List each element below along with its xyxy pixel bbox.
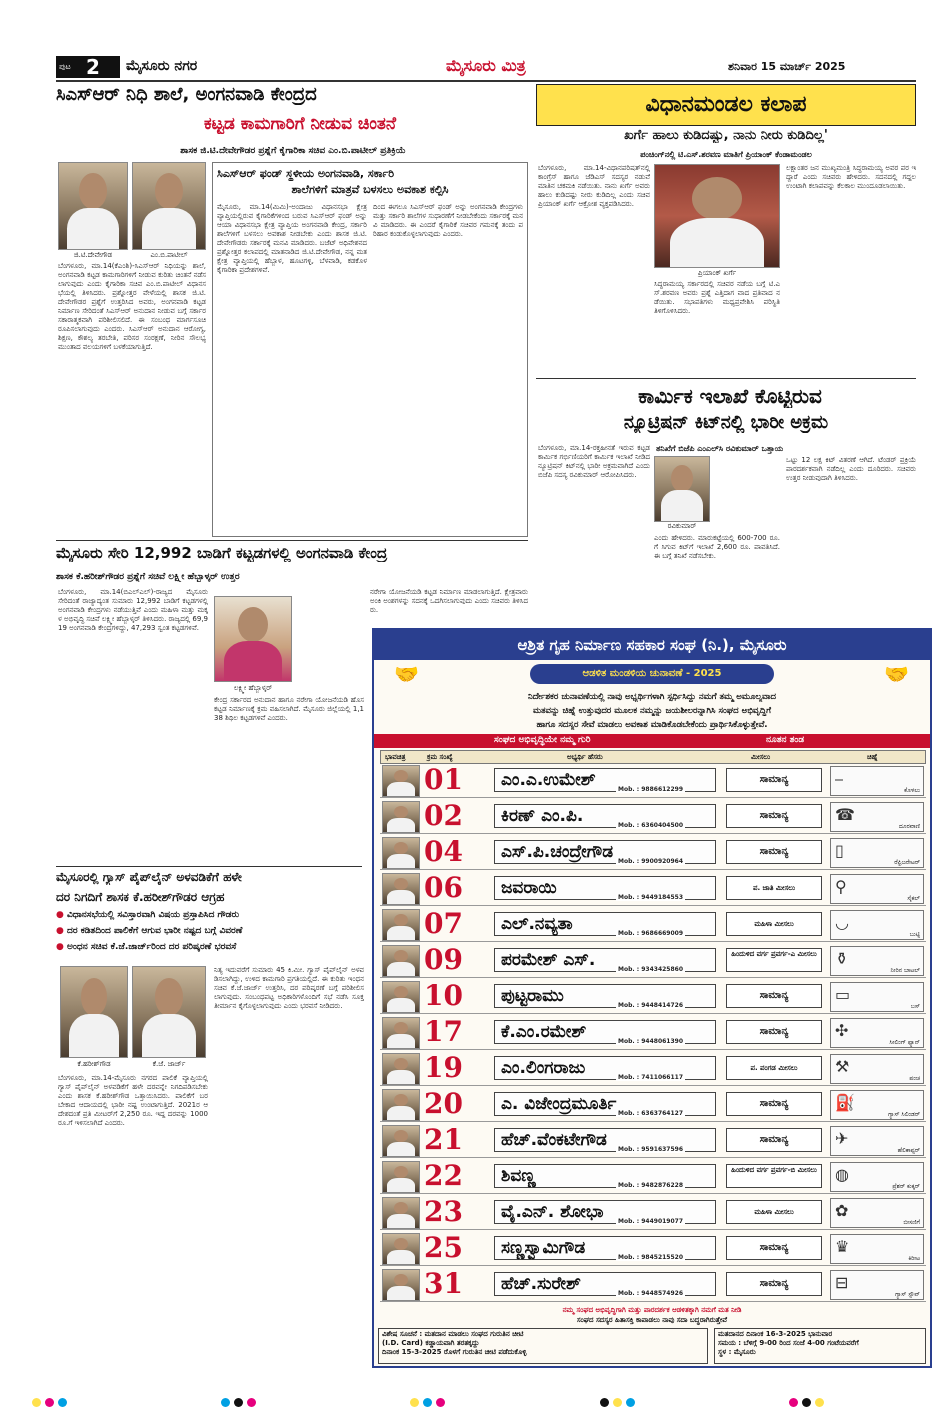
- col-serial: ಕ್ರಮ ಸಂಖ್ಯೆ: [427, 753, 453, 761]
- page-number-box: [56, 56, 120, 78]
- symbol-icon: ⛽: [835, 1093, 855, 1112]
- article1-subhead: ಶಾಸಕ ಜಿ.ಟಿ.ದೇವೇಗೌಡರ ಪ್ರಶ್ನೆಗೆ ಕೈಗಾರಿಕಾ ಸಚಿವ ಎಂ.ಬಿ.ಪಾಟೀಲ್ ಪ್ರತಿಕ್ರಿಯೆ: [180, 146, 406, 156]
- symbol-label: ಬುಟ್ಟಿ: [909, 931, 920, 938]
- masthead: ಮೈಸೂರು ಮಿತ್ರ: [446, 56, 526, 75]
- candidate-mobile: Mob. : 9482876228: [618, 1182, 683, 1189]
- photo-gt-devegowda: [58, 162, 128, 250]
- candidate-row: [380, 1268, 926, 1302]
- candidate-category: ಸಾಮಾನ್ಯ: [726, 768, 822, 792]
- article3-headline-1: ಕಾರ್ಮಿಕ ಇಲಾಖೆ ಕೊಟ್ಟಿರುವ: [638, 384, 822, 408]
- reg-dot: [815, 1398, 824, 1407]
- box-heading-1: ಸಿಎಸ್‌ಆರ್ ಫಂಡ್ ಸ್ಥಳೀಯ ಅಂಗನವಾಡಿ, ಸರ್ಕಾರಿ: [217, 167, 395, 180]
- candidate-row: [380, 1088, 926, 1122]
- candidate-row: [380, 800, 926, 834]
- photo-ravikumar: [654, 456, 710, 522]
- handshake-left-icon: 🤝: [394, 662, 419, 686]
- candidate-mobile: Mob. : 9448061390: [618, 1038, 683, 1045]
- article3-body-col1: ಬೆಂಗಳೂರು, ಮಾ.14-ರಕ್ತಹೀನತೆ ಇರುವ ಕಟ್ಟಡ ಕಾರ್ಮಿಕ ಗರ್ಭಿಣಿಯರಿಗೆ ಕಾರ್ಮಿಕ ಇಲಾಖೆ ನೀಡಿದ ನ್ಯೂಟ್ರಿಷನ್ ಕಿಟ್‌ನಲ್ಲಿ ಭಾರೀ ಅಕ್ರಮವಾಗಿದೆ ಎಂದು ಬಿಜೆಪಿ ಸದಸ್ಯ ರವಿಕುಮಾರ್ ಆರೋಪಿಸಿದರು.: [538, 444, 650, 479]
- article4-body-col3: ನರೇಗಾ ಯೋಜನೆಯಡಿ ಕಟ್ಟಡ ನಿರ್ಮಾಣ ಮಾಡಲಾಗುತ್ತಿದೆ. ಕ್ಷೇತ್ರವಾರು ಅಂಕಿ ಅಂಶಗಳನ್ನು ಸದನಕ್ಕೆ ಒದಗಿಸಲಾಗುವುದು ಎಂದು ಸಚಿವರು ತಿಳಿಸಿದರು.: [370, 588, 528, 614]
- article5-body-col2: ನಿತ್ಯ ಇದುವರೆಗೆ ಸುಮಾರು 45 ಕಿ.ಮೀ. ಗ್ಯಾಸ್ ಪೈಪ್‌ಲೈನ್ ಅಳವಡಿಸಲಾಗಿದ್ದು, ಉಳಿದ ಕಾಮಗಾರಿ ಪ್ರಗತಿಯಲ್ಲಿದೆ. ಈ ಕುರಿತು ಇಂಧನ ಸಚಿವ ಕೆ.ಜೆ.ಜಾರ್ಜ್ ಉತ್ತರಿಸಿ, ದರ ಪರಿಷ್ಕರಣೆ ಬಗ್ಗೆ ಪರಿಶೀಲಿಸಲಾಗುವುದು. ಸಂಬಂಧಪಟ್ಟ ಅಧಿಕಾರಿಗಳೊಂದಿಗೆ ಸಭೆ ನಡೆಸಿ ಸೂಕ್ತ ತೀರ್ಮಾನ ಕೈಗೊಳ್ಳಲಾಗುವುದು ಎಂದು ಭರವಸೆ ನೀಡಿದರು.: [214, 966, 364, 1010]
- symbol-icon: ⊟: [835, 1273, 849, 1292]
- candidate-category: ಸಾಮಾನ್ಯ: [726, 1128, 822, 1152]
- candidate-mobile: Mob. : 9343425860: [618, 966, 683, 973]
- candidate-serial: 06: [424, 871, 463, 904]
- candidate-serial: 21: [424, 1123, 463, 1156]
- candidate-row: [380, 1124, 926, 1158]
- candidate-mobile: Mob. : 9900920964: [618, 858, 683, 865]
- ad-footer-2: ಸಂಘದ ಸದಸ್ಯರ ಹಿತಾಸಕ್ತಿ ಕಾಪಾಡಲು ನಾವು ಸದಾ ಬದ್ಧರಾಗಿರುತ್ತೇವೆ: [576, 1316, 728, 1324]
- article2-subhead: ಪಂಚಿಂಗ್‌ನಲ್ಲಿ ಟಿ.ಎಸ್.ಶರವಣ ಮಾತಿಗೆ ಪ್ರಿಯಾಂಕ್ ಕೆಂಡಾಮಂಡಲ: [640, 150, 812, 159]
- col-photo: ಭಾವಚಿತ್ರ: [385, 753, 406, 761]
- candidate-mobile: Mob. : 9845215520: [618, 1254, 683, 1261]
- article3-body-col3: ಒಟ್ಟು 12 ಲಕ್ಷ ಕಿಟ್ ವಿತರಣೆ ಆಗಿದೆ. ಟೆಂಡರ್ ಪ್ರಕ್ರಿಯೆ ಪಾರದರ್ಶಕವಾಗಿ ನಡೆದಿಲ್ಲ ಎಂದು ದೂರಿದರು. ಸಚಿವರು ಉತ್ತರ ನೀಡುವುದಾಗಿ ತಿಳಿಸಿದರು.: [786, 456, 916, 482]
- candidate-photo: [382, 1197, 420, 1229]
- candidate-serial: 07: [424, 907, 463, 940]
- article5-body-col1: ಬೆಂಗಳೂರು, ಮಾ.14-ಮೈಸೂರು ನಗರದ ಪಾಲಿಕೆ ವ್ಯಾಪ್ತಿಯಲ್ಲಿ ಗ್ಯಾಸ್ ಪೈಪ್‌ಲೈನ್ ಅಳವಡಿಕೆಗೆ ಹಳೇ ದರವನ್ನೇ ನಿಗದಿಪಡಿಸಬೇಕು ಎಂದು ಶಾಸಕ ಕೆ.ಹರೀಶ್‌ಗೌಡ ಒತ್ತಾಯಿಸಿದರು. ಪಾಲಿಕೆಗೆ ಬರಬೇಕಾದ ಆದಾಯದಲ್ಲಿ ಭಾರೀ ನಷ್ಟ ಉಂಟಾಗುತ್ತಿದೆ. 2021ರ ಆದೇಶದಂತೆ ಪ್ರತಿ ಮೀಟರ್‌ಗೆ 2,250 ರೂ. ಇದ್ದ ದರವನ್ನು 1000 ರೂ.ಗೆ ಇಳಿಸಲಾಗಿದೆ ಎಂದರು.: [58, 1074, 208, 1127]
- header-rule: [56, 80, 916, 82]
- col-category: ಮೀಸಲು: [751, 753, 771, 761]
- article2-body-col2: ಸಿದ್ಧರಾಮಯ್ಯ ಸರ್ಕಾರದಲ್ಲಿ ಸಚಿವರ ನಡೆಯ ಬಗ್ಗೆ ಟಿ.ಎಸ್.ಶರವಣ ಅವರು ಪ್ರಶ್ನೆ ಎತ್ತಿದಾಗ ವಾದ ಪ್ರತಿವಾದ ನಡೆಯಿತು. ಸಭಾಪತಿಗಳು ಮಧ್ಯಪ್ರವೇಶಿಸಿ ಪರಿಸ್ಥಿತಿ ತಿಳಿಗೊಳಿಸಿದರು.: [654, 280, 780, 315]
- candidate-photo: [382, 909, 420, 941]
- candidate-row: [380, 836, 926, 870]
- candidate-category: ಸಾಮಾನ್ಯ: [726, 1236, 822, 1260]
- candidate-name: ಎ. ವಿಜೇಂದ್ರಮೂರ್ತಿ: [494, 1092, 716, 1116]
- ad-title-bar: [374, 630, 930, 660]
- candidate-category: ಪ. ಜಾತಿ ಮೀಸಲು: [726, 876, 822, 900]
- candidate-photo: [382, 1233, 420, 1265]
- notice-left-3: ದಿನಾಂಕ 15-3-2025 ರೊಳಗೆ ಗುರುತಿನ ಚೀಟಿ ಪಡೆದುಕೊಳ್ಳಿ: [382, 1348, 527, 1356]
- symbol-label: ಸೀಲಿಂಗ್ ಫ್ಯಾನ್: [889, 1039, 920, 1046]
- article3-body-col2: ಎಂದು ಹೇಳಿದರು. ಮಾರುಕಟ್ಟೆಯಲ್ಲಿ 600-700 ರೂ.ಗೆ ಸಿಗುವ ಕಿಟ್‌ಗೆ ಇಲಾಖೆ 2,600 ರೂ. ಪಾವತಿಸಿದೆ. ಈ ಬಗ್ಗೆ ತನಿಖೆ ನಡೆಸಬೇಕು.: [654, 534, 780, 560]
- symbol-icon: ⚱: [835, 949, 849, 968]
- candidate-row: [380, 872, 926, 906]
- article1-headline-2: ಕಟ್ಟಡ ಕಾಮಗಾರಿಗೆ ನೀಡುವ ಚಿಂತನೆ: [203, 114, 397, 134]
- candidate-serial: 19: [424, 1051, 463, 1084]
- symbol-icon: ✣: [835, 1021, 849, 1040]
- candidate-photo: [382, 1089, 420, 1121]
- candidate-serial: 22: [424, 1159, 463, 1192]
- ad-appeal-2: ಮತವನ್ನು ಚಿಹ್ನೆ ಉತ್ತುವುದರ ಮೂಲಕ ನಮ್ಮನ್ನು ಜಯಶೀಲರನ್ನಾಗಿಸಿ ಸಂಘದ ಅಭಿವೃದ್ಧಿಗೆ: [532, 706, 772, 716]
- candidate-name: ಹೆಚ್.ವೆಂಕಟೇಗೌಡ: [494, 1128, 716, 1152]
- candidate-symbol: [830, 982, 924, 1012]
- reg-dot: [234, 1398, 243, 1407]
- symbol-icon: ⎯: [835, 769, 844, 788]
- candidate-photo: [382, 801, 420, 833]
- article4-headline: ಮೈಸೂರು ಸೇರಿ 12,992 ಬಾಡಿಗೆ ಕಟ್ಟಡಗಳಲ್ಲಿ ಅಂಗನವಾಡಿ ಕೇಂದ್ರ: [56, 544, 388, 562]
- page-label: ಪುಟ: [59, 62, 71, 71]
- candidate-name: ಎಂ.ಲಿಂಗರಾಜು: [494, 1056, 716, 1080]
- symbol-label: ಕೊಳಲು: [904, 787, 920, 794]
- candidate-photo: [382, 1017, 420, 1049]
- article2-body-col1: ಬೆಂಗಳೂರು, ಮಾ.14-ವಿಧಾನಪರಿಷತ್‌ನಲ್ಲಿ ಕಾಂಗ್ರೆಸ್ ಹಾಗೂ ಜೆಡಿಎಸ್ ಸದಸ್ಯರ ನಡುವೆ ಮಾತಿನ ಚಕಮಕಿ ನಡೆಯಿತು. ನಾನು ಖರ್ಗೆ ಅವರು ಹಾಲು ಕುಡಿದಷ್ಟು ನೀರು ಕುಡಿದಿಲ್ಲ ಎಂದು ಸಚಿವ ಪ್ರಿಯಾಂಕ್ ಖರ್ಗೆ ಆಕ್ರೋಶ ವ್ಯಕ್ತಪಡಿಸಿದರು.: [538, 164, 650, 208]
- symbol-icon: ⚒: [835, 1057, 850, 1076]
- candidate-name: ವೈ.ಎನ್. ಶೋಭಾ: [494, 1200, 716, 1224]
- article2-body-col3: ಲಕ್ಷಾಂತರ ಜನ ಮುಖ್ಯಮಂತ್ರಿ ಸಿದ್ಧರಾಮಯ್ಯ ಅವರ ಪರ ಇದ್ದಾರೆ ಎಂದು ಸಚಿವರು ಹೇಳಿದರು. ಸದನದಲ್ಲಿ ಗದ್ದಲ ಉಂಟಾಗಿ ಕಲಾಪವನ್ನು ಕೆಲಕಾಲ ಮುಂದೂಡಲಾಯಿತು.: [786, 164, 916, 190]
- caption-priyank-kharge: ಪ್ರಿಯಾಂಕ್ ಖರ್ಗೆ: [697, 269, 737, 277]
- candidate-name: ಕಿರಣ್ ಎಂ.ಪಿ.: [494, 804, 716, 828]
- reg-dot: [45, 1398, 54, 1407]
- candidate-name: ಕೆ.ಎಂ.ರಮೇಶ್: [494, 1020, 716, 1044]
- ad-slogan-left: ಸಂಘದ ಅಭಿವೃದ್ಧಿಯೇ ನಮ್ಮ ಗುರಿ: [494, 735, 591, 745]
- candidate-symbol: [830, 1198, 924, 1228]
- col-symbol: ಚಿಹ್ನೆ: [867, 753, 878, 761]
- col-name: ಅಭ್ಯರ್ಥಿ ಹೆಸರು: [567, 753, 603, 761]
- candidate-serial: 25: [424, 1231, 463, 1264]
- box-body-col2: ದಿಂದ ಈಗಲೂ ಸಿಎಸ್‌ಆರ್ ಫಂಡ್ ಅನ್ನು ಅಂಗನವಾಡಿ ಕೇಂದ್ರಗಳು ಮತ್ತು ಸರ್ಕಾರಿ ಶಾಲೆಗಳ ಸುಧಾರಣೆಗೆ ನೀಡಬೇಕೆಂದು ಸರ್ಕಾರಕ್ಕೆ ಮನವಿ ಮಾಡಿದರು. ಈ ಎಂದರೆ ಕೈಗಾರಿಕೆ ಸಚಿವರ ಗಮನಕ್ಕೆ ತಂದು ಪರಿಹಾರ ಕಂಡುಕೊಳ್ಳಲಾಗುವುದು ಎಂದರು.: [373, 203, 523, 238]
- notice-right-2: ಸಮಯ : ಬೆಳಿಗ್ಗೆ 9-00 ರಿಂದ ಸಂಜೆ 4-00 ಗಂಟೆಯವರೆಗೆ: [718, 1339, 859, 1347]
- bullet-1: ● ವಿಧಾನಸಭೆಯಲ್ಲಿ ಸವಿಸ್ತಾರವಾಗಿ ವಿಷಯ ಪ್ರಸ್ತಾಪಿಸಿದ ಗೌಡರು: [56, 910, 240, 920]
- page-header: [56, 56, 916, 78]
- reg-dot: [32, 1398, 41, 1407]
- candidate-symbol: [830, 838, 924, 868]
- reg-dot: [789, 1398, 798, 1407]
- symbol-icon: ✿: [835, 1201, 849, 1220]
- caption-harishgowda: ಕೆ.ಹರೀಶ್‌ಗೌಡ: [77, 1060, 111, 1068]
- candidate-symbol: [830, 946, 924, 976]
- reg-dot: [600, 1398, 609, 1407]
- candidate-category: ಸಾಮಾನ್ಯ: [726, 1020, 822, 1044]
- candidate-serial: 01: [424, 763, 463, 796]
- candidate-category: ಹಿಂದುಳಿದ ವರ್ಗ ಪ್ರವರ್ಗ-ಎ ಮೀಸಲು: [726, 948, 822, 972]
- candidate-serial: 31: [424, 1267, 463, 1300]
- candidate-symbol: [830, 1234, 924, 1264]
- candidate-mobile: Mob. : 9448574926: [618, 1290, 683, 1297]
- candidate-row: [380, 908, 926, 942]
- article2-headline: ಖರ್ಗೆ ಹಾಲು ಕುಡಿದಷ್ಟು, ನಾನು ನೀರು ಕುಡಿದಿಲ್ಲ': [624, 128, 828, 143]
- symbol-icon: ◡: [835, 913, 849, 932]
- section-name: ಮೈಸೂರು ನಗರ: [126, 58, 198, 74]
- candidate-name: ಪರಮೇಶ್ ಎಸ್.: [494, 948, 716, 972]
- candidate-category: ಸಾಮಾನ್ಯ: [726, 1092, 822, 1116]
- candidate-row: [380, 1196, 926, 1230]
- candidate-symbol: [830, 802, 924, 832]
- symbol-icon: ⚲: [835, 877, 847, 896]
- symbol-icon: ♛: [835, 1237, 850, 1256]
- candidate-mobile: Mob. : 6363764127: [618, 1110, 683, 1117]
- divider-article4: [56, 540, 528, 541]
- divider-article3: [536, 378, 916, 379]
- candidate-name: ಸಣ್ಣಸ್ವಾಮಿಗೌಡ: [494, 1236, 716, 1260]
- candidate-serial: 17: [424, 1015, 463, 1048]
- candidate-category: ಪ. ಪಂಗಡ ಮೀಸಲು: [726, 1056, 822, 1080]
- photo-kj-george: [132, 966, 206, 1058]
- page-number: 2: [86, 55, 100, 79]
- caption-ravikumar: ರವಿಕುಮಾರ್: [667, 522, 697, 530]
- ad-footer: [374, 1306, 930, 1366]
- candidate-serial: 04: [424, 835, 463, 868]
- symbol-label: ಪ್ರೆಶರ್ ಕುಕ್ಕರ್: [892, 1183, 920, 1190]
- candidate-photo: [382, 981, 420, 1013]
- symbol-label: ರೆಫ್ರಿಜರೇಟರ್: [894, 859, 920, 866]
- ad-footer-1: ನಮ್ಮ ಸಂಘದ ಅಭಿವೃದ್ಧಿಗಾಗಿ ಮತ್ತು ಪಾರದರ್ಶಕ ಆಡಳಿತಕ್ಕಾಗಿ ನಮಗೆ ಮತ ನೀಡಿ: [562, 1306, 742, 1314]
- caption-lakshmi-hebbalkar: ಲಕ್ಷ್ಮೀ ಹೆಬ್ಬಾಳ್ಕರ್: [233, 684, 273, 692]
- reg-dot: [221, 1398, 230, 1407]
- photo-mb-patil: [132, 162, 206, 250]
- candidate-category: ಮಹಿಳಾ ಮೀಸಲು: [726, 1200, 822, 1224]
- bullet-2: ● ದರ ಕಡಿತದಿಂದ ಪಾಲಿಕೆಗೆ ಆಗುವ ಭಾರೀ ನಷ್ಟದ ಬಗ್ಗೆ ವಿವರಣೆ: [56, 926, 243, 936]
- election-pill: [530, 664, 774, 684]
- symbol-icon: ☎: [835, 805, 855, 824]
- symbol-icon: ▭: [835, 985, 851, 1004]
- photo-lakshmi-hebbalkar: [214, 596, 292, 682]
- candidate-mobile: Mob. : 9686669009: [618, 930, 683, 937]
- candidate-symbol: [830, 910, 924, 940]
- candidate-name: ಪುಟ್ಟರಾಮು: [494, 984, 716, 1008]
- symbol-label: ಸೈಕಲ್: [907, 895, 920, 902]
- notice-right-3: ಸ್ಥಳ : ಮೈಸೂರು: [718, 1348, 756, 1356]
- symbol-label: ಗ್ಯಾಸ್ ಸ್ಟೌವ್: [895, 1291, 920, 1298]
- reg-dot: [247, 1398, 256, 1407]
- candidate-photo: [382, 1269, 420, 1301]
- election-title: ಆಡಳಿತ ಮಂಡಳಿಯ ಚುನಾವಣೆ - 2025: [582, 668, 722, 679]
- ad-slogan-right: ನೂತನ ತಂಡ: [766, 735, 805, 745]
- photo-priyank-kharge: [654, 164, 780, 268]
- reg-dot: [436, 1398, 445, 1407]
- symbol-icon: ✈: [835, 1129, 849, 1148]
- symbol-label: ಬೀಸಣಿಗೆ: [903, 1219, 920, 1226]
- candidate-name: ಎಸ್.ಪಿ.ಚಂದ್ರೇಗೌಡ: [494, 840, 716, 864]
- candidate-symbol: [830, 874, 924, 904]
- reg-dot: [410, 1398, 419, 1407]
- reg-dot: [423, 1398, 432, 1407]
- candidate-serial: 02: [424, 799, 463, 832]
- kalapa-banner-text: ವಿಧಾನಮಂಡಲ ಕಲಾಪ: [645, 92, 807, 117]
- candidate-category: ಸಾಮಾನ್ಯ: [726, 840, 822, 864]
- candidate-row: [380, 764, 926, 798]
- ad-appeal-3: ಹಾಗೂ ಸದಸ್ಯರ ಸೇವೆ ಮಾಡಲು ಅವಕಾಶ ಮಾಡಿಕೊಡಬೇಕೆಂದು ಪ್ರಾರ್ಥಿಸಿಕೊಳ್ಳುತ್ತೇವೆ.: [536, 720, 768, 730]
- candidate-mobile: Mob. : 9449019077: [618, 1218, 683, 1225]
- symbol-icon: ▯: [835, 841, 844, 860]
- candidate-name: ಜವರಾಯಿ: [494, 876, 716, 900]
- notice-left: [378, 1328, 708, 1364]
- candidate-serial: 09: [424, 943, 463, 976]
- article1-boxed-story: [212, 162, 528, 537]
- symbol-label: ನೀರಿನ ಬಾಟಲ್: [890, 967, 920, 974]
- reg-dot: [613, 1398, 622, 1407]
- candidate-row: [380, 1016, 926, 1050]
- candidate-photo: [382, 837, 420, 869]
- article3-headline-2: ನ್ಯೂಟ್ರಿಷನ್ ಕಿಟ್‌ನಲ್ಲಿ ಭಾರೀ ಅಕ್ರಮ: [623, 412, 829, 433]
- candidate-mobile: Mob. : 7411066117: [618, 1074, 683, 1081]
- photo-harishgowda: [60, 966, 128, 1058]
- article1-body-col1: ಬೆಂಗಳೂರು, ಮಾ.14(ಕೆಎಂಶಿ)-ಸಿಎಸ್‌ಆರ್ ನಿಧಿಯನ್ನು ಶಾಲೆ, ಅಂಗನವಾಡಿ ಕಟ್ಟಡ ಕಾಮಗಾರಿಗಳಿಗೆ ನೀಡುವ ಕುರಿತು ಚಿಂತನೆ ನಡೆಸಲಾಗುವುದು ಎಂದು ಕೈಗಾರಿಕಾ ಸಚಿವ ಎಂ.ಬಿ.ಪಾಟೀಲ್ ವಿಧಾನಸಭೆಯಲ್ಲಿ ತಿಳಿಸಿದರು. ಪ್ರಶ್ನೋತ್ತರ ವೇಳೆಯಲ್ಲಿ ಶಾಸಕ ಜಿ.ಟಿ.ದೇವೇಗೌಡರ ಪ್ರಶ್ನೆಗೆ ಉತ್ತರಿಸಿದ ಅವರು, ಅಂಗನವಾಡಿ ಕಟ್ಟಡ ನಿರ್ಮಾಣ ಸೇರಿದಂತೆ ಸಿಎಸ್‌ಆರ್ ಅನುದಾನ ನೀಡುವ ಬಗ್ಗೆ ಸರ್ಕಾರ ಸಕಾರಾತ್ಮಕವಾಗಿ ಪರಿಶೀಲಿಸಲಿದೆ. ಈ ಸಂಬಂಧ ಮಾರ್ಗಸೂಚಿ ರೂಪಿಸಲಾಗುವುದು ಎಂದರು. ಸಿಎಸ್‌ಆರ್ ಅನುದಾನ ಆರೋಗ್ಯ, ಶಿಕ್ಷಣ, ಕೌಶಲ್ಯ ತರಬೇತಿ, ಪರಿಸರ ಸಂರಕ್ಷಣೆ, ನೀರಿನ ಸೌಲಭ್ಯ ಮುಂತಾದ ವಲಯಗಳಿಗೆ ಬಳಕೆಯಾಗುತ್ತಿದೆ.: [58, 262, 206, 351]
- candidate-photo: [382, 945, 420, 977]
- box-heading-2: ಶಾಲೆಗಳಿಗೆ ಮಾತ್ರವೆ ಬಳಸಲು ಅವಕಾಶ ಕಲ್ಪಿಸಿ: [291, 183, 449, 196]
- candidate-symbol: [830, 1018, 924, 1048]
- candidate-mobile: Mob. : 9449184553: [618, 894, 683, 901]
- symbol-label: ಗ್ಯಾಸ್ ಸಿಲಿಂಡರ್: [888, 1111, 920, 1118]
- caption-gt-devegowda: ಜಿ.ಟಿ.ದೇವೇಗೌಡ: [73, 251, 113, 259]
- ad-slogan-bar: [374, 734, 930, 748]
- candidate-photo: [382, 1125, 420, 1157]
- kalapa-banner: [536, 84, 916, 126]
- ad-appeal-1: ನಿರ್ದೇಶಕರ ಚುನಾವಣೆಯಲ್ಲಿ ನಾವು ಅಭ್ಯರ್ಥಿಗಳಾಗಿ ಸ್ಪರ್ಧಿಸಿದ್ದು ನಮಗೆ ತಮ್ಮ ಅಮೂಲ್ಯವಾದ: [527, 692, 776, 702]
- candidate-category: ಸಾಮಾನ್ಯ: [726, 804, 822, 828]
- symbol-label: ಬಸ್: [910, 1003, 920, 1010]
- box-body-col1: ಮೈಸೂರು, ಮಾ.14(ಮಿಮಿ)-ಅಂದಾಜು ವಿಧಾನಸಭಾ ಕ್ಷೇತ್ರ ವ್ಯಾಪ್ತಿಯಲ್ಲಿರುವ ಕೈಗಾರಿಕೆಗಳಿಂದ ಬರುವ ಸಿಎಸ್‌ಆರ್ ಫಂಡ್ ಅನ್ನು ಆಯಾ ವಿಧಾನಸಭಾ ಕ್ಷೇತ್ರ ವ್ಯಾಪ್ತಿಯ ಅಂಗನವಾಡಿ ಕೇಂದ್ರ, ಸರ್ಕಾರಿ ಶಾಲೆಗಳಿಗೆ ಬಳಸಲು ಅವಕಾಶ ನೀಡಬೇಕು ಎಂದು ಶಾಸಕ ಜಿ.ಟಿ.ದೇವೇಗೌಡರು ಸರ್ಕಾರಕ್ಕೆ ಮನವಿ ಮಾಡಿದರು. ಬಜೆಟ್ ಅಧಿವೇಶನದ ಪ್ರಶ್ನೋತ್ತರ ಕಲಾಪದಲ್ಲಿ ಮಾತನಾಡಿದ ಜಿ.ಟಿ.ದೇವೇಗೌಡ, ನನ್ನ ಮತಕ್ಷೇತ್ರ ವ್ಯಾಪ್ತಿಯಲ್ಲಿ ಹೆಬ್ಬಾಳ, ಹೂಟಗಳ್ಳಿ, ಬೆಳವಾಡಿ, ಕಡಕೊಳ ಕೈಗಾರಿಕಾ ಪ್ರದೇಶಗಳಿವೆ.: [217, 203, 367, 274]
- article4-body-col2: ಕೇಂದ್ರ ಸರ್ಕಾರದ ಅನುದಾನ ಹಾಗೂ ನರೇಗಾ ಯೋಜನೆಯಡಿ ಹೊಸ ಕಟ್ಟಡ ನಿರ್ಮಾಣಕ್ಕೆ ಕ್ರಮ ವಹಿಸಲಾಗಿದೆ. ಮೈಸೂರು ಜಿಲ್ಲೆಯಲ್ಲಿ 1,138 ಶಿಥಿಲ ಕಟ್ಟಡಗಳಿವೆ ಎಂದರು.: [214, 696, 364, 722]
- candidate-name: ಶಿವಣ್ಣ: [494, 1164, 716, 1188]
- bullet-3: ● ಅಂಧನ ಸಚಿವ ಕೆ.ಜೆ.ಜಾರ್ಜ್‌ರಿಂದ ದರ ಪರಿಷ್ಕರಣೆ ಭರವಸೆ: [56, 942, 237, 952]
- candidate-serial: 10: [424, 979, 463, 1012]
- article4-subhead: ಶಾಸಕ ಕೆ.ಹರೀಶ್‌ಗೌಡರ ಪ್ರಶ್ನೆಗೆ ಸಚಿವೆ ಲಕ್ಷ್ಮೀ ಹೆಬ್ಬಾಳ್ಕರ್ ಉತ್ತರ: [56, 572, 240, 582]
- article5-bullets: [56, 910, 362, 958]
- candidate-mobile: Mob. : 9886612299: [618, 786, 683, 793]
- candidate-symbol: [830, 1054, 924, 1084]
- candidate-category: ಸಾಮಾನ್ಯ: [726, 984, 822, 1008]
- candidate-symbol: [830, 1270, 924, 1300]
- candidate-row: [380, 1160, 926, 1194]
- candidate-serial: 23: [424, 1195, 463, 1228]
- symbol-icon: ◍: [835, 1165, 849, 1184]
- candidate-photo: [382, 1053, 420, 1085]
- divider-article5: [56, 866, 362, 867]
- candidate-symbol: [830, 766, 924, 796]
- candidate-name: ಎಲ್.ನವ್ಯತಾ: [494, 912, 716, 936]
- candidate-symbol: [830, 1126, 924, 1156]
- candidate-category: ಮಹಿಳಾ ಮೀಸಲು: [726, 912, 822, 936]
- notice-right: [714, 1328, 926, 1364]
- candidate-name: ಹೆಚ್.ಸುರೇಶ್: [494, 1272, 716, 1296]
- article5-headline-1: ಮೈಸೂರಲ್ಲಿ ಗ್ಯಾಸ್ ಪೈಪ್‌ಲೈನ್ ಅಳವಡಿಕೆಗೆ ಹಳೇ: [56, 870, 242, 884]
- reg-dot: [58, 1398, 67, 1407]
- candidate-row: [380, 1052, 926, 1086]
- reg-dot: [626, 1398, 635, 1407]
- symbol-label: ಕಿರೀಟ: [908, 1255, 920, 1262]
- candidate-photo: [382, 873, 420, 905]
- candidate-mobile: Mob. : 9591637596: [618, 1146, 683, 1153]
- article1-headline-1: ಸಿಎಸ್‌ಆರ್ ನಿಧಿ ಶಾಲೆ, ಅಂಗನವಾಡಿ ಕೇಂದ್ರದ: [56, 84, 317, 105]
- candidate-mobile: Mob. : 9448414726: [618, 1002, 683, 1009]
- article5-headline-2: ದರ ನಿಗದಿಗೆ ಶಾಸಕ ಕೆ.ಹರೀಶ್‌ಗೌಡರ ಆಗ್ರಹ: [56, 890, 225, 904]
- caption-mb-patil: ಎಂ.ಬಿ.ಪಾಟೀಲ್: [150, 251, 188, 259]
- candidate-row: [380, 980, 926, 1014]
- symbol-label: ಹೆಲಿಕಾಪ್ಟರ್: [897, 1147, 920, 1154]
- notice-left-1: ವಿಶೇಷ ಸೂಚನೆ : ಮತದಾನ ಮಾಡಲು ಸಂಘದ ಗುರುತಿನ ಚೀಟಿ: [382, 1330, 524, 1338]
- ad-title: ಆಶ್ರಿತ ಗೃಹ ನಿರ್ಮಾಣ ಸಹಕಾರ ಸಂಘ (ನಿ.), ಮೈಸೂರು: [517, 636, 787, 654]
- symbol-label: ದೂರವಾಣಿ: [898, 823, 920, 830]
- candidate-mobile: Mob. : 6360404500: [618, 822, 683, 829]
- symbol-label: ಪಂಚ: [909, 1075, 920, 1082]
- candidate-serial: 20: [424, 1087, 463, 1120]
- article3-subhead: ತನಿಖೆಗೆ ಬಿಜೆಪಿ ಎಂಎಲ್‌ಸಿ ರವಿಕುಮಾರ್ ಒತ್ತಾಯ: [656, 444, 784, 453]
- candidate-category: ಸಾಮಾನ್ಯ: [726, 1272, 822, 1296]
- candidate-row: [380, 944, 926, 978]
- article4-body-col1: ಬೆಂಗಳೂರು, ಮಾ.14(ಬಿಎಲ್‌ಎಲ್)-ರಾಜ್ಯದ ಮೈಸೂರು ಸೇರಿದಂತೆ ರಾಜ್ಯಾದ್ಯಂತ ಸುಮಾರು 12,992 ಬಾಡಿಗೆ ಕಟ್ಟಡಗಳಲ್ಲಿ ಅಂಗನವಾಡಿ ಕೇಂದ್ರಗಳು ನಡೆಯುತ್ತಿವೆ ಎಂದು ಮಹಿಳಾ ಮತ್ತು ಮಕ್ಕಳ ಅಭಿವೃದ್ಧಿ ಸಚಿವೆ ಲಕ್ಷ್ಮೀ ಹೆಬ್ಬಾಳ್ಕರ್ ತಿಳಿಸಿದರು. ರಾಜ್ಯದಲ್ಲಿ 69,919 ಅಂಗನವಾಡಿ ಕೇಂದ್ರಗಳಿದ್ದು, 47,293 ಸ್ವಂತ ಕಟ್ಟಡಗಳಿವೆ.: [58, 588, 208, 632]
- issue-date: ಶನಿವಾರ 15 ಮಾರ್ಚ್ 2025: [728, 60, 846, 73]
- candidate-photo: [382, 1161, 420, 1193]
- notice-left-2: (I.D. Card) ಕಡ್ಡಾಯವಾಗಿ ತರತಕ್ಕದ್ದು: [382, 1339, 480, 1347]
- candidate-row: [380, 1232, 926, 1266]
- candidate-symbol: [830, 1162, 924, 1192]
- candidate-photo: [382, 765, 420, 797]
- handshake-right-icon: 🤝: [884, 662, 909, 686]
- print-registration-marks: [30, 1392, 920, 1404]
- candidate-name: ಎಂ.ಎ.ಉಮೇಶ್: [494, 768, 716, 792]
- notice-right-1: ಮತದಾನದ ದಿನಾಂಕ 16-3-2025 ಭಾನುವಾರ: [718, 1330, 833, 1338]
- candidate-symbol: [830, 1090, 924, 1120]
- caption-kj-george: ಕೆ.ಜೆ. ಜಾರ್ಜ್: [152, 1060, 186, 1068]
- reg-dot: [802, 1398, 811, 1407]
- ad-table-header: [380, 750, 926, 764]
- candidate-category: ಹಿಂದುಳಿದ ವರ್ಗ ಪ್ರವರ್ಗ-ಬಿ ಮೀಸಲು: [726, 1164, 822, 1188]
